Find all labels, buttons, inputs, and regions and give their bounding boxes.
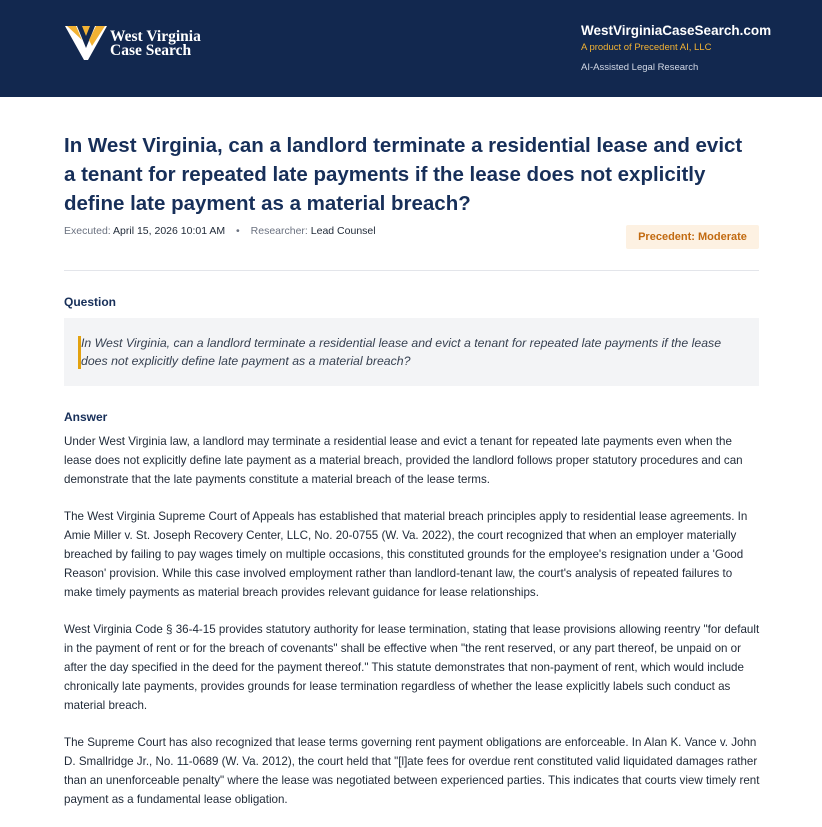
brand-line-1: West Virginia [110,28,201,45]
site-name-link[interactable]: WestVirginiaCaseSearch.com [581,23,772,38]
answer-paragraph: Under West Virginia law, a landlord may terminate a residential lease and evict a tenant for repeated late payments even when the lease does not explicitly define late payment as a material breach, provided the landlord follows proper statutory procedures and can demonstrate that the late payments constitute a material breach of the lease terms. [64,435,743,486]
researcher-label: Researcher: [250,225,308,237]
header-info [581,22,771,74]
brand-line-2: Case Search [110,42,192,59]
answer-heading: Answer [64,410,108,424]
page-title: In West Virginia, can a landlord terminate a residential lease and evict a tenant for repeated late payments if the lease does not explicitly define late payment as a material breach? [64,134,743,215]
question-heading: Question [64,295,117,309]
answer-paragraph: The West Virginia Supreme Court of Appeals has established that material breach principles apply to residential lease agreements. In Amie Miller v. St. Joseph Recovery Center, LLC, No. 20-0755 (W. Va. 2022), the court recognized that when an employer materially breached by failing to pay wages timely on multiple occasions, this constituted grounds for the employee's resignation under a 'Good Reason' provision. While this case involved employment rather than landlord-tenant law, the court's analysis of repeated failures to make timely payments as material breach provides relevant guidance for lease relationships. [64,510,748,599]
answer-paragraph: The Supreme Court has also recognized that lease terms governing rent payment obligations are enforceable. In Alan K. Vance v. John D. Smallridge Jr., No. 11-0689 (W. Va. 2012), the court held that "[l]ate fees for overdue rent constituted valid liquidated damages rather than an unenforceable penalty" where the lease was negotiated between experienced parties. This indicates that courts view timely rent payment as a fundamental lease obligation. [64,736,760,806]
executed-value: April 15, 2026 10:01 AM [113,225,226,237]
product-line: A product of Precedent AI, LLC [581,42,712,53]
researcher-value: Lead Counsel [310,225,376,237]
separator-dot: • [236,225,240,237]
question-text: In West Virginia, can a landlord terminate a residential lease and evict a tenant for repeated late payments if the lease does not explicitly define late payment as a material breach? [81,336,722,368]
meta-line [64,225,376,237]
answer-body [64,432,760,827]
divider [64,270,759,271]
precedent-badge: Precedent: Moderate [626,225,759,249]
question-box [64,318,759,386]
tagline: AI-Assisted Legal Research [581,62,699,73]
answer-paragraph: West Virginia Code § 36-4-15 provides statutory authority for lease termination, stating that lease provisions allowing reentry "for default in the payment of rent or for the breach of covenants" shall be effective when "the rent reserved, or any part thereof, be unpaid on or after the day specified in the deed for the payment thereof." This statute demonstrates that non-payment of rent, which would include chronically late payments, provides grounds for lease termination regardless of whether the lease explicitly labels such conduct as material breach. [64,623,760,712]
brand-name[interactable] [110,30,201,58]
wv-v-logo-icon[interactable] [65,22,107,64]
site-header [0,0,822,97]
executed-label: Executed: [64,225,111,237]
